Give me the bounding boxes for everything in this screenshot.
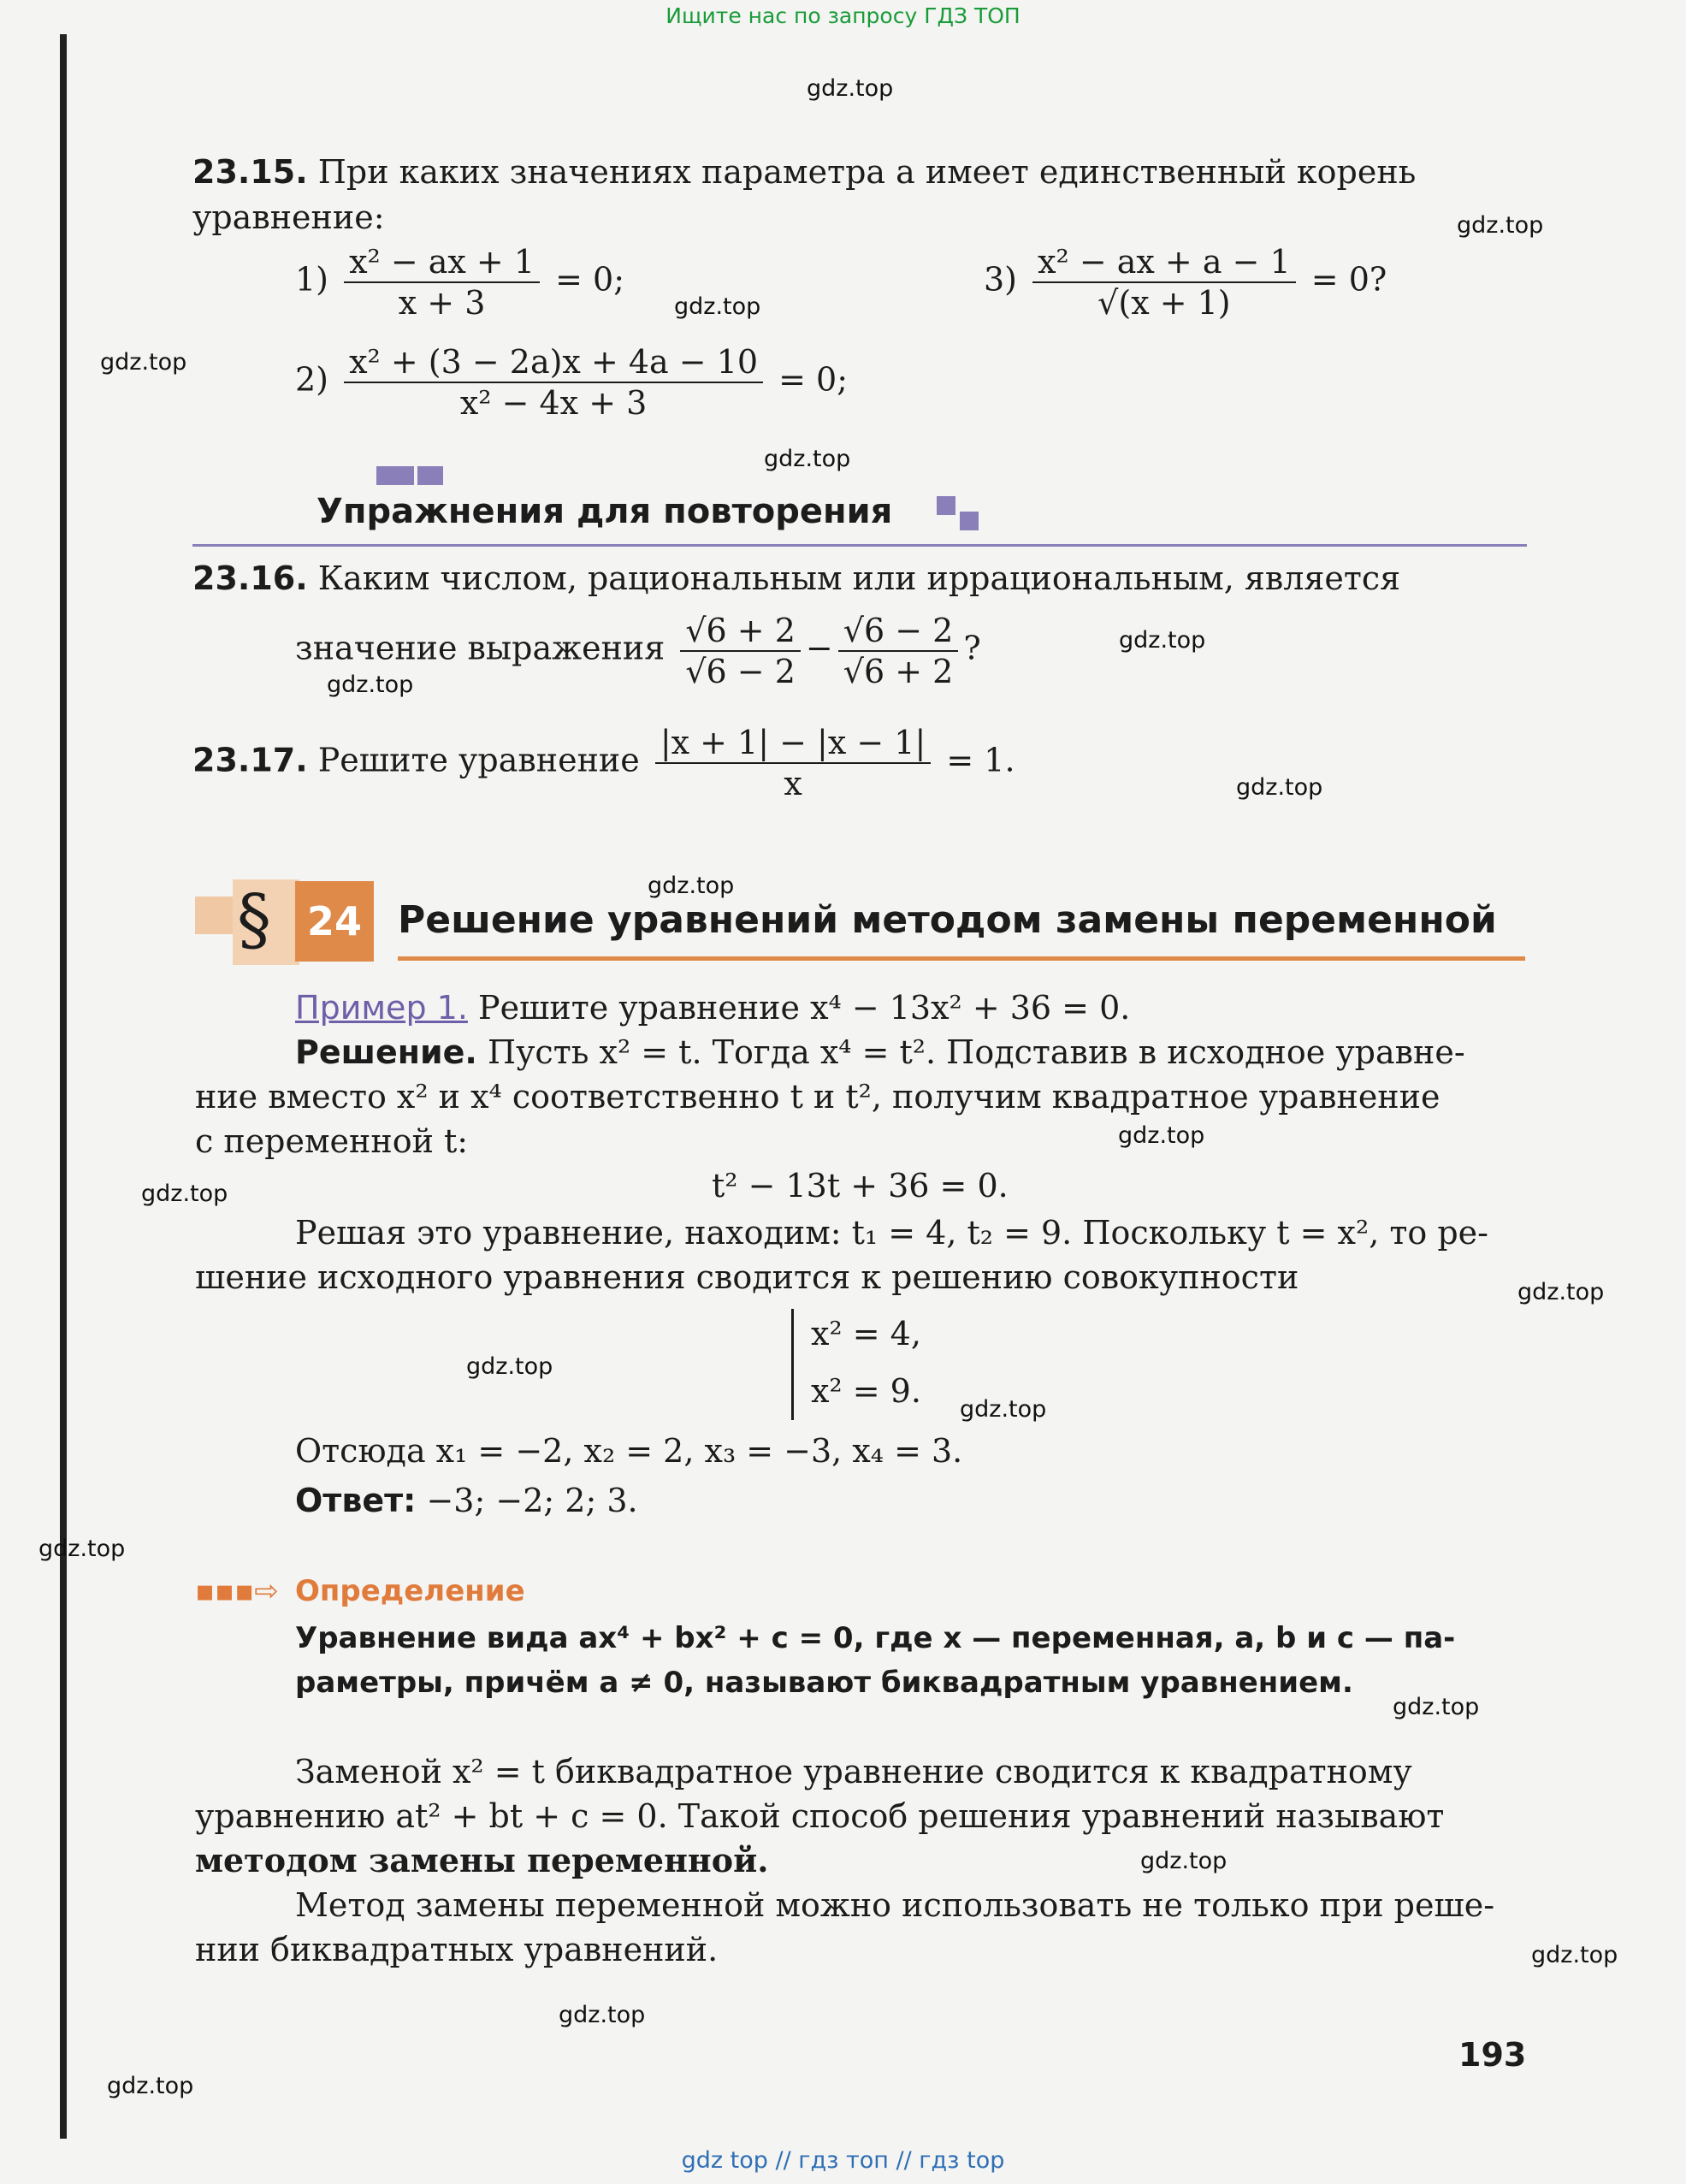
item-tail: = 0; [555,260,625,299]
fraction [344,242,540,323]
definition-line-2: раметры, причём a ≠ 0, называют биквадратным уравнением. [295,1666,1353,1700]
denominator: √(x + 1) [1097,284,1231,322]
fraction [1032,242,1296,323]
denominator: x² − 4x + 3 [459,384,648,422]
exercise-23-15 [192,150,1416,194]
footer-links[interactable]: gdz top // гдз топ // гдз top [681,2147,1005,2174]
denominator: x [784,765,802,802]
book-spine [60,34,67,2139]
exercise-text-line2: уравнение: [192,198,385,236]
paragraph-1-line-1: Заменой x² = t биквадратное уравнение сводится к квадратному [295,1753,1412,1790]
numerator: x² − ax + a − 1 [1032,242,1296,283]
answer-line [295,1478,638,1523]
minus-sign: − [805,629,833,667]
heading-decoration [960,512,979,530]
quadratic-equation: t² − 13t + 36 = 0. [712,1167,1009,1204]
system-bracket [791,1309,794,1420]
watermark: gdz.top [807,75,894,102]
expression-label: значение выражения [295,629,666,667]
paragraph-1-line-2: уравнению at² + bt + c = 0. Такой способ решения уравнений называют [195,1797,1445,1835]
solution-text: Пусть x² = t. Тогда x⁴ = t². Подставив в исходное уравне- [487,1033,1465,1071]
watermark: gdz.top [1517,1279,1605,1305]
example-task: Решите уравнение x⁴ − 13x² + 36 = 0. [478,989,1131,1027]
example-label: Пример 1. [295,989,468,1027]
roots-line: Отсюда x₁ = −2, x₂ = 2, x₃ = −3, x₄ = 3. [295,1432,963,1470]
heading-decoration [937,496,955,515]
definition-line-1: Уравнение вида ax⁴ + bx² + c = 0, где x — переменная, a, b и c — па- [295,1621,1456,1655]
watermark: gdz.top [327,672,414,698]
denominator: √6 − 2 [685,653,796,690]
fraction [655,723,931,803]
item-label: 2) [295,360,329,399]
item-2 [295,342,848,423]
watermark: gdz.top [100,349,187,376]
watermark: gdz.top [466,1353,553,1380]
watermark: gdz.top [1236,774,1323,801]
system-equation-2: x² = 9. [811,1372,921,1410]
numerator: √6 + 2 [680,611,801,652]
denominator: x + 3 [398,284,486,322]
question-mark: ? [963,629,981,667]
watermark: gdz.top [107,2073,194,2099]
exercise-23-17 [192,723,1015,803]
page-number: 193 [1458,2036,1527,2074]
exercise-23-16-expression [295,611,981,691]
exercise-text: Каким числом, рациональным или иррациональным, является [317,559,1401,597]
watermark: gdz.top [648,873,735,899]
exercise-number: 23.17. [192,741,308,779]
watermark: gdz.top [1119,627,1206,654]
item-1 [295,242,624,323]
review-title: Упражнения для повторения [316,492,893,531]
definition-arrow-icon: ▪▪▪⇨ [195,1574,279,1608]
watermark: gdz.top [1393,1694,1480,1720]
watermark: gdz.top [764,446,851,472]
heading-decoration [417,466,443,485]
numerator: √6 − 2 [838,611,959,652]
fraction [838,611,959,691]
search-hint-banner[interactable]: Ищите нас по запросу ГДЗ ТОП [666,3,1020,28]
paragraph-1-line-3: методом замены переменной. [195,1841,769,1879]
numerator: x² + (3 − 2a)x + 4a − 10 [344,342,763,383]
watermark: gdz.top [1118,1122,1205,1149]
watermark: gdz.top [960,1396,1047,1423]
equation-tail: = 1. [946,741,1015,779]
item-3 [984,242,1387,323]
exercise-number: 23.15. [192,153,308,191]
definition-title: Определение [295,1574,525,1608]
solution-line-5: шение исходного уравнения сводится к решению совокупности [195,1258,1299,1296]
watermark: gdz.top [141,1181,228,1207]
paragraph-2-line-2: нии биквадратных уравнений. [195,1931,719,1968]
exercise-number: 23.16. [192,559,308,597]
section-symbol: § [237,879,271,959]
section-number: 24 [295,881,374,962]
paragraph-2-line-1: Метод замены переменной можно использовать не только при реше- [295,1886,1495,1924]
fraction [344,342,763,423]
solution-line-3: с переменной t: [195,1122,469,1160]
item-label: 1) [295,260,329,299]
watermark: gdz.top [1140,1848,1228,1874]
watermark: gdz.top [38,1536,126,1562]
item-tail: = 0? [1310,260,1387,299]
section-title: Решение уравнений методом замены переменной [398,898,1497,942]
solution-label: Решение. [295,1033,477,1071]
solution-line-1 [295,1030,1465,1074]
solution-line-2: ние вместо x² и x⁴ соответственно t и t², получим квадратное уравнение [195,1078,1440,1116]
numerator: |x + 1| − |x − 1| [655,723,931,764]
watermark: gdz.top [1531,1942,1618,1968]
section-underline [398,956,1525,961]
denominator: √6 + 2 [843,653,954,690]
answer-value: −3; −2; 2; 3. [426,1482,638,1519]
heading-decoration [376,466,414,485]
watermark: gdz.top [559,2002,646,2028]
answer-label: Ответ: [295,1482,417,1519]
review-underline [192,544,1527,547]
solution-line-4: Решая это уравнение, находим: t₁ = 4, t₂ = 9. Поскольку t = x², то ре- [295,1214,1488,1252]
exercise-text: Решите уравнение [317,741,640,779]
item-label: 3) [984,260,1018,299]
example-1 [295,985,1130,1030]
watermark: gdz.top [674,293,761,320]
item-tail: = 0; [778,360,849,399]
fraction [680,611,801,691]
system-equation-1: x² = 4, [811,1315,921,1352]
exercise-23-16 [192,556,1400,601]
watermark: gdz.top [1457,212,1544,239]
exercise-text: При каких значениях параметра a имеет единственный корень [317,153,1417,191]
numerator: x² − ax + 1 [344,242,540,283]
